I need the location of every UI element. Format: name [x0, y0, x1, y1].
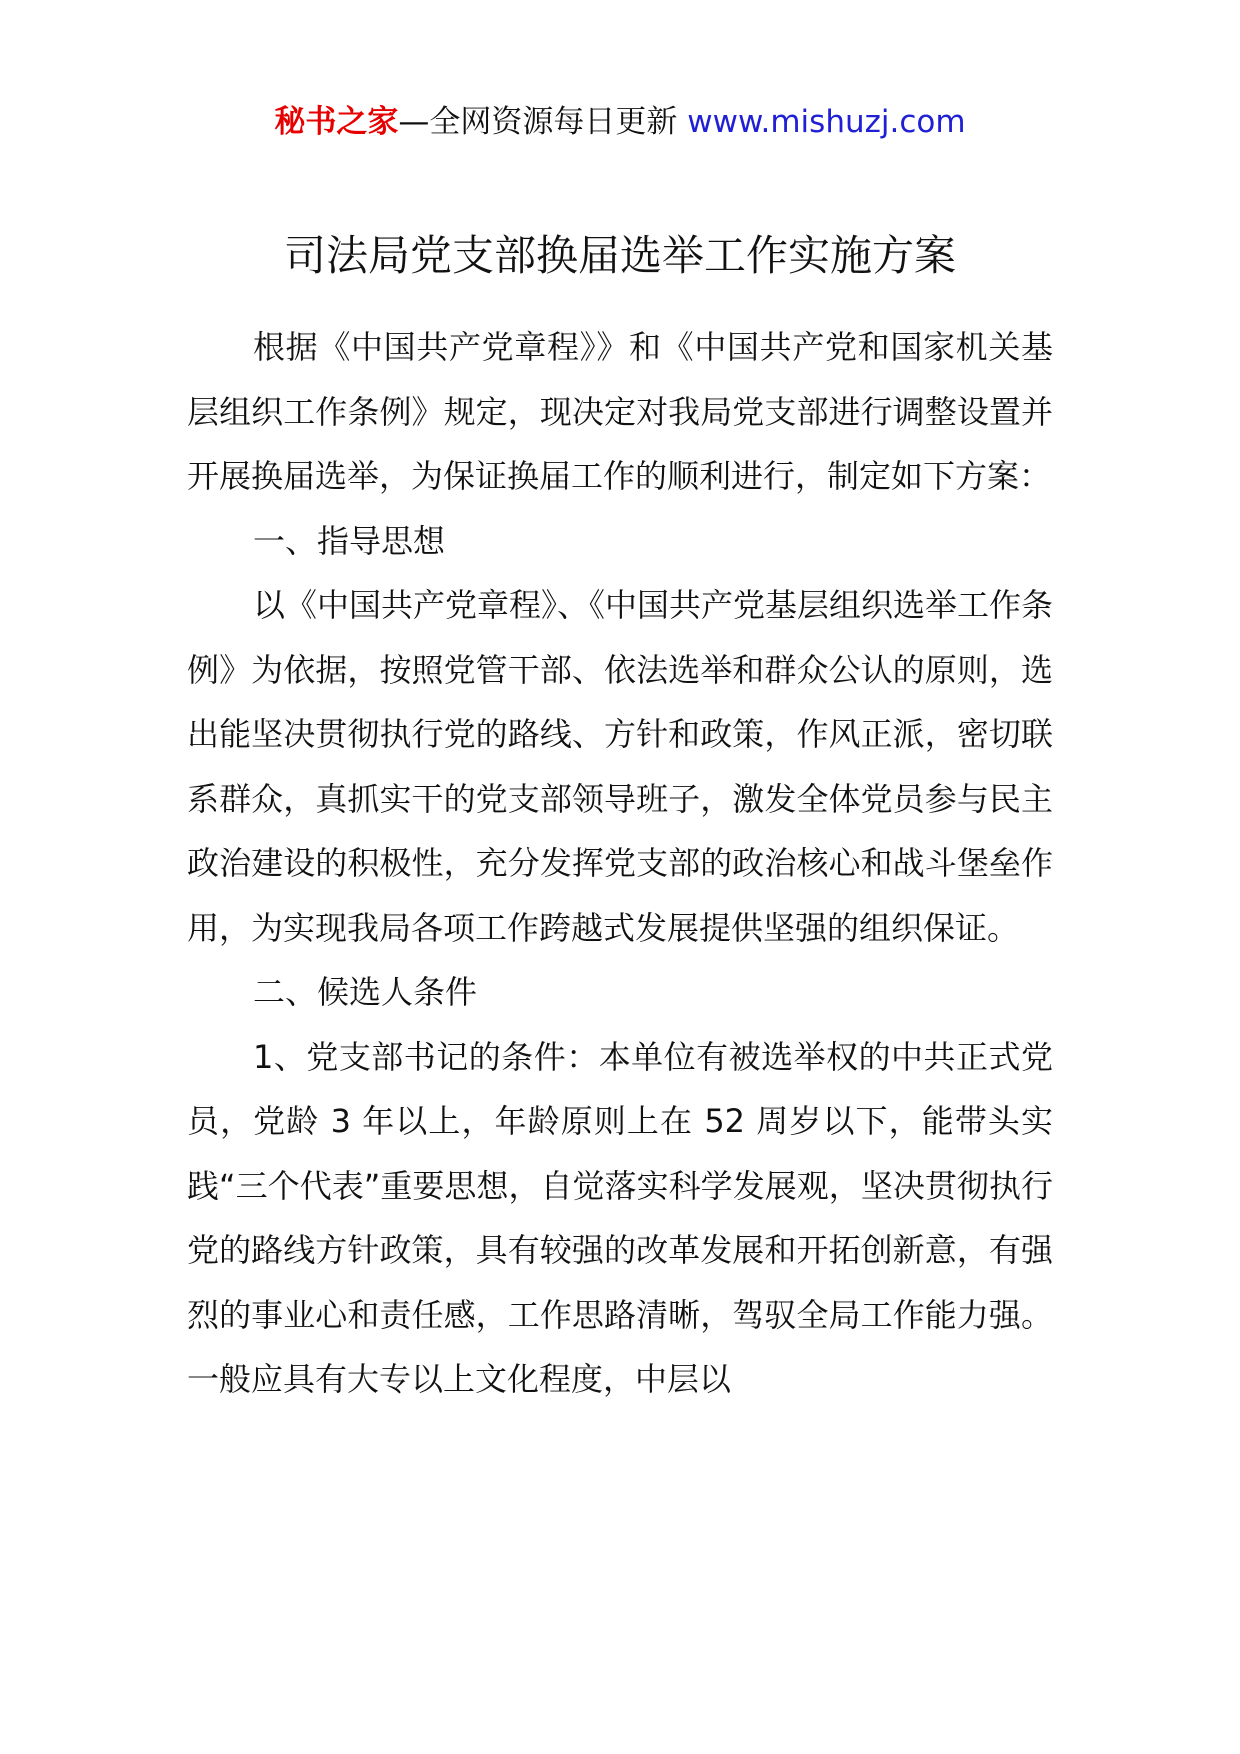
- site-url-link[interactable]: www.mishuzj.com: [687, 104, 966, 140]
- intro-paragraph: 根据《中国共产党章程》》和《中国共产党和国家机关基层组织工作条例》规定，现决定对我局党支部进行调整设置并开展换届选举，为保证换届工作的顺利进行，制定如下方案：: [187, 328, 1053, 495]
- site-header: [0, 100, 1240, 144]
- site-brand: 秘书之家: [274, 104, 399, 140]
- site-tagline: —全网资源每日更新: [398, 104, 678, 140]
- candidate-conditions-paragraph: 1、党支部书记的条件：本单位有被选举权的中共正式党员，党龄 3 年以上，年龄原则上在 52 周岁以下，能带头实践“三个代表”重要思想，自觉落实科学发展观，坚决贯彻执行党的路线方针政策，具有较强的改革发展和开拓创新意，有强烈的事业心和责任感，工作思路清晰，驾驭全局工作能力强。一般应具有大专以上文化程度，中层以: [187, 1037, 1053, 1398]
- section-heading-guiding-ideology: 一、指导思想: [253, 521, 446, 560]
- document-title: 司法局党支部换届选举工作实施方案: [283, 231, 956, 280]
- guiding-ideology-paragraph: 以《中国共产党章程》、《中国共产党基层组织选举工作条例》为依据，按照党管干部、依法选举和群众公认的原则，选出能坚决贯彻执行党的路线、方针和政策，作风正派，密切联系群众，真抓实干的党支部领导班子，激发全体党员参与民主政治建设的积极性，充分发挥党支部的政治核心和战斗堡垒作用，为实现我局各项工作跨越式发展提供坚强的组织保证。: [187, 586, 1054, 947]
- document-body: [187, 315, 1053, 1412]
- section-heading-candidate-conditions: 二、候选人条件: [253, 973, 478, 1011]
